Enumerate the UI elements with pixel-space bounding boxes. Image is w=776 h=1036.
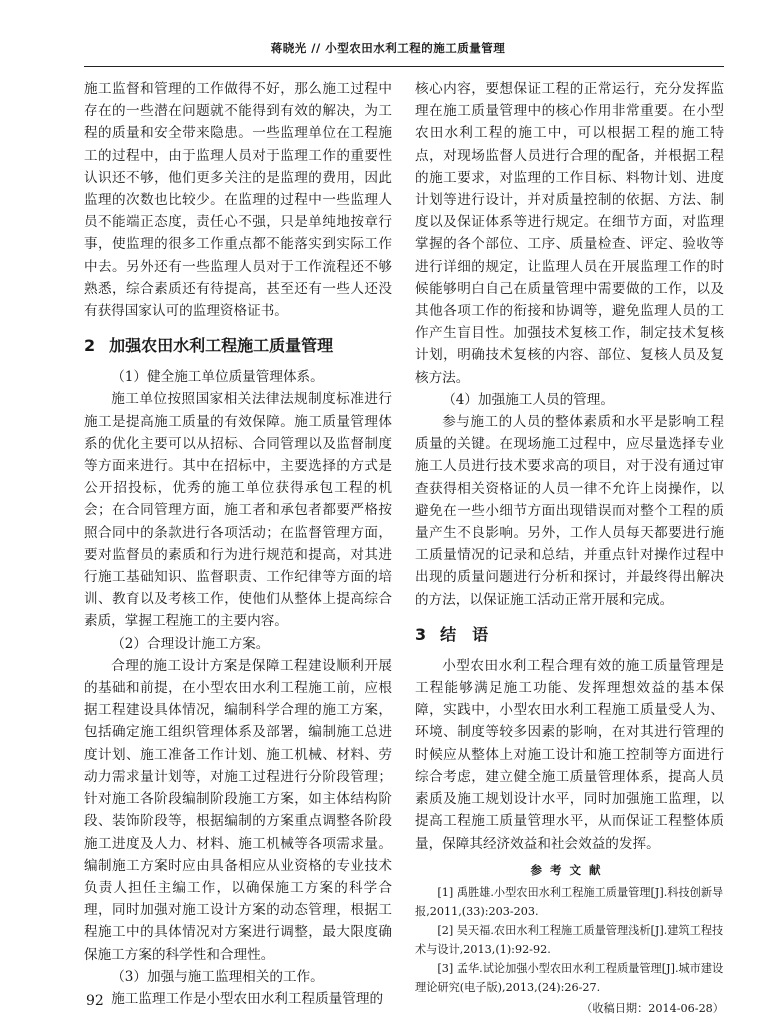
paragraph: 参与施工的人员的整体素质和水平是影响工程质量的关键。在现场施工过程中，应尽量选择专业施工人员进行技术要求高的项目，对于没有通过审查获得相关资格证的人员一律不允许上岗操作，以避免在一些小细节方面出现错误而对整个工程的质量产生不良影响。另外，工作人员每天都要进行施工质量情况的记录和总结，并重点针对操作过程中出现的质量问题进行分析和探讨，并最终得出解决的方法，以保证施工活动正常开展和完成。 — [415, 414, 724, 608]
subsection-heading: （4）加强施工人员的管理。 — [442, 391, 614, 408]
reference-item: [2] 吴天福.农田水利工程施工质量管理浅析[J].建筑工程技术与设计,2013,(1):92-92. — [415, 923, 724, 956]
subsection-heading: （1）健全施工单位质量管理体系。 — [111, 369, 324, 386]
section-title: 结 语 — [440, 624, 489, 644]
section-title: 加强农田水利工程施工质量管理 — [109, 336, 334, 356]
paragraph: 施工监理工作是小型农田水利工程质量管理的 — [111, 990, 384, 1007]
header-rule — [84, 66, 724, 67]
subsection-heading: （2）合理设计施工方案。 — [111, 635, 270, 652]
right-column — [415, 78, 724, 1018]
section-heading — [415, 623, 724, 647]
section-number: 2 — [84, 336, 96, 356]
subsection-heading: （3）加强与施工监理相关的工作。 — [111, 968, 324, 985]
running-header: 蒋晓光 // 小型农田水利工程的施工质量管理 — [270, 41, 506, 55]
reference-item: [3] 孟华.试论加强小型农田水利工程质量管理[J].城市建设理论研究(电子版),2013,(24):26-27. — [415, 961, 724, 994]
left-column — [84, 78, 392, 1010]
references-title: 参考文献 — [530, 862, 609, 877]
section-number: 3 — [415, 624, 427, 644]
paragraph: 施工单位按照国家相关法律法规制度标准进行施工是提高施工质量的有效保障。施工质量管理体系的优化主要可以从招标、合同管理以及监督制度等方面来进行。其中在招标中，主要选择的方式是公开招投标，优秀的施工单位获得承包工程的机会；在合同管理方面，施工者和承包者都要严格按照合同中的条款进行各项活动；在监督管理方面，要对监督员的素质和行为进行规范和提高，对其进行施工基础知识、监督职责、工作纪律等方面的培训、教育以及考核工作，使他们从整体上提高综合素质，掌握工程施工的主要内容。 — [84, 391, 392, 630]
page-number: 92 — [86, 993, 104, 1009]
paragraph: 核心内容，要想保证工程的正常运行，充分发挥监理在施工质量管理中的核心作用非常重要。在小型农田水利工程的施工中，可以根据工程的施工特点，对现场监督人员进行合理的配备，并根据工程的施工要求，对监理的工作目标、料物计划、进度计划等进行设计，并对质量控制的依据、方法、制度以及保证体系等进行规定。在细节方面，对监理掌握的各个部位、工序、质量检查、评定、验收等进行详细的规定，让监理人员在开展监理工作的时候能够明白自己在质量管理中需要做的工作，以及其他各项工作的衔接和协调等，避免监理人员的工作产生盲目性。加强技术复核工作，制定技术复核计划，明确技术复核的内容、部位、复核人员及复核方法。 — [415, 81, 724, 386]
received-date: （收稿日期：2014-06-28） — [581, 1001, 724, 1015]
paragraph: 合理的施工设计方案是保障工程建设顺利开展的基础和前提，在小型农田水利工程施工前，应根据工程建设具体情况，编制科学合理的施工方案，包括确定施工组织管理体系及部署，编制施工总进度计划、施工准备工作计划、施工机械、材料、劳动力需求量计划等，对施工过程进行分阶段管理；针对施工各阶段编制阶段施工方案，如主体结构阶段、装饰阶段等，根据编制的方案重点调整各阶段施工进度及人力、材料、施工机械等各项需求量。编制施工方案时应由具备相应从业资格的专业技术负责人担任主编工作，以确保施工方案的科学合理，同时加强对施工设计方案的动态管理，根据工程施工中的具体情况对方案进行调整，最大限度确保施工方案的科学性和合理性。 — [84, 657, 392, 963]
section-heading — [84, 334, 392, 358]
reference-item: [1] 禹胜雄.小型农田水利工程施工质量管理[J].科技创新导报,2011,(33):203-203. — [415, 885, 724, 918]
paragraph: 小型农田水利工程合理有效的施工质量管理是工程能够满足施工功能、发挥理想效益的基本保障，实践中，小型农田水利工程施工质量受人为、环境、制度等较多因素的影响，在对其进行管理的时候应从整体上对施工设计和施工控制等方面进行综合考虑，建立健全施工质量管理体系，提高人员素质及施工规划设计水平，同时加强施工监理，以提高工程施工质量管理水平，从而保证工程整体质量，保障其经济效益和社会效益的发挥。 — [415, 657, 724, 852]
paragraph: 施工监督和管理的工作做得不好，那么施工过程中存在的一些潜在问题就不能得到有效的解决，为工程的质量和安全带来隐患。一些监理单位在工程施工的过程中，由于监理人员对于监理工作的重要性认识还不够，他们更多关注的是监理的费用，因此监理的次数也比较少。在监理的过程中一些监理人员不能端正态度，责任心不强，只是单纯地按章行事，使监理的很多工作重点都不能落实到实际工作中去。另外还有一些监理人员对于工作流程还不够熟悉，综合素质还有待提高，甚至还有一些人还没有获得国家认可的监理资格证书。 — [84, 81, 392, 320]
